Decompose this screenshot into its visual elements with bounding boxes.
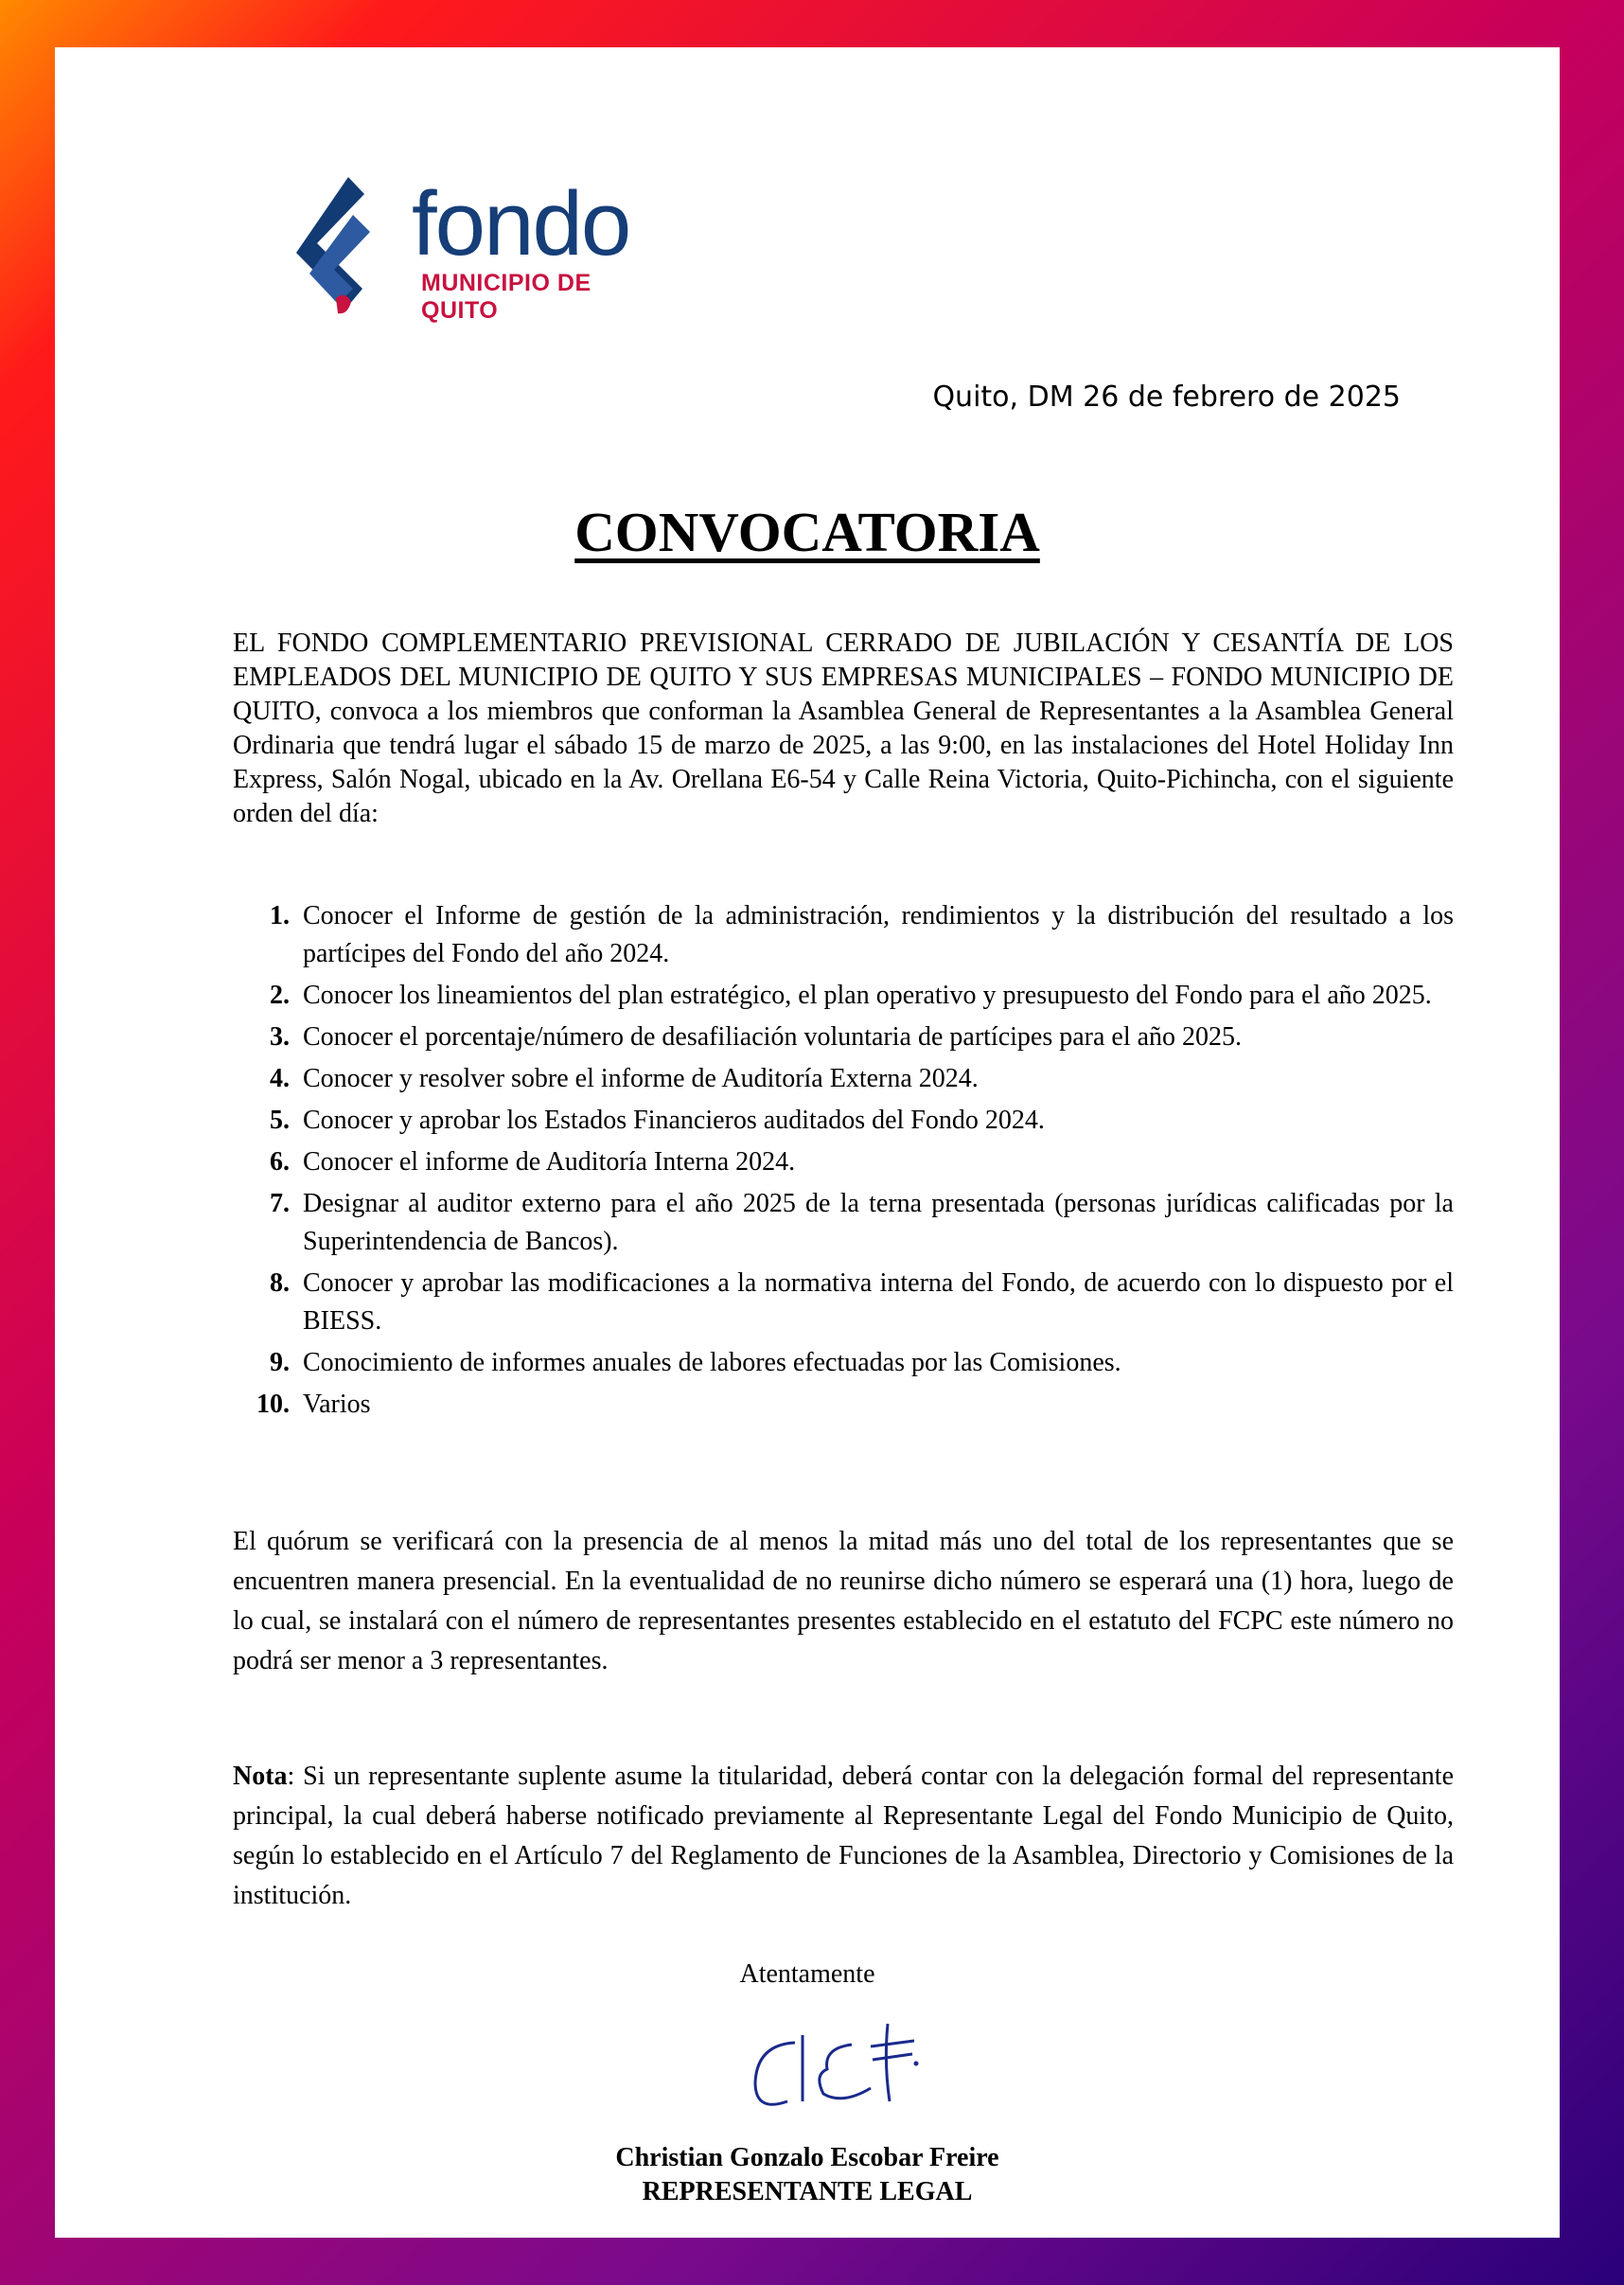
agenda-item-number: 1. — [270, 901, 290, 930]
document-page — [55, 47, 1560, 2238]
agenda-item-number: 2. — [270, 981, 290, 1010]
agenda-list — [233, 897, 1454, 1427]
note-text: : Si un representante suplente asume la titularidad, deberá contar con la delegación formal del representante principal, la cual deberá haberse notificado previamente al Representante Legal del Fondo Municipio de Quito, según lo establecido en el Artículo 7 del Reglamento de Funciones de la Asamblea, Directorio y Comisiones de la institución. — [233, 1762, 1454, 1910]
note-label: Nota — [233, 1762, 288, 1791]
agenda-item — [233, 1386, 1454, 1424]
agenda-item — [233, 1344, 1454, 1382]
logo-subtitle: MUNICIPIO DE QUITO — [421, 270, 591, 324]
signer-name: Christian Gonzalo Escobar Freire — [615, 2143, 999, 2172]
agenda-item — [233, 1185, 1454, 1261]
agenda-item-number: 7. — [270, 1189, 290, 1218]
agenda-item-number: 3. — [270, 1022, 290, 1052]
agenda-item — [233, 977, 1454, 1015]
closing-salutation: Atentamente — [739, 1959, 875, 1989]
agenda-item-number: 8. — [270, 1268, 290, 1298]
signer-block — [55, 2141, 1560, 2209]
agenda-item — [233, 1060, 1454, 1098]
signer-role: REPRESENTANTE LEGAL — [642, 2177, 973, 2206]
agenda-item-number: 6. — [270, 1147, 290, 1177]
agenda-item-text: Varios — [303, 1390, 371, 1419]
quorum-paragraph: El quórum se verificará con la presencia de al menos la mitad más uno del total de los representantes que se encuentren manera presencial. En la eventualidad de no reunirse dicho número se esperará una (1) hora, luego de lo cual, se instalará con el número de representantes presentes establecido en el estatuto del FCPC este número no podrá ser menor a 3 representantes. — [233, 1527, 1454, 1675]
note-paragraph — [233, 1757, 1454, 1916]
document-title: CONVOCATORIA — [574, 501, 1040, 563]
logo-mark-icon — [296, 177, 381, 319]
agenda-item-number: 5. — [270, 1106, 290, 1135]
agenda-item-text: Conocer los lineamientos del plan estratégico, el plan operativo y presupuesto del Fondo para el año 2025. — [303, 981, 1432, 1010]
agenda-item-number: 4. — [270, 1064, 290, 1093]
agenda-item — [233, 1265, 1454, 1340]
agenda-item — [233, 1143, 1454, 1181]
agenda-item-text: Conocer y resolver sobre el informe de Auditoría Externa 2024. — [303, 1064, 979, 1093]
document-date: Quito, DM 26 de febrero de 2025 — [932, 381, 1401, 414]
agenda-item-number: 10. — [256, 1390, 290, 1419]
agenda-item — [233, 897, 1454, 973]
agenda-item-text: Conocer el Informe de gestión de la administración, rendimientos y la distribución del resultado a los partícipes del Fondo del año 2024. — [303, 901, 1454, 968]
agenda-item — [233, 1019, 1454, 1056]
agenda-item — [233, 1102, 1454, 1140]
agenda-item-text: Conocer el informe de Auditoría Interna 2024. — [303, 1147, 796, 1177]
handwritten-signature — [729, 2007, 975, 2130]
intro-paragraph: EL FONDO COMPLEMENTARIO PREVISIONAL CERRADO DE JUBILACIÓN Y CESANTÍA DE LOS EMPLEADOS DEL MUNICIPIO DE QUITO Y SUS EMPRESAS MUNICIPALES – FONDO MUNICIPIO DE QUITO, convoca a los miembros que conforman la Asamblea General de Representantes a la Asamblea General Ordinaria que tendrá lugar el sábado 15 de marzo de 2025, a las 9:00, en las instalaciones del Hotel Holiday Inn Express, Salón Nogal, ubicado en la Av. Orellana E6-54 y Calle Reina Victoria, Quito-Pichincha, con el siguiente orden del día: — [233, 629, 1454, 828]
fondo-logo — [239, 128, 665, 327]
agenda-item-text: Conocer el porcentaje/número de desafiliación voluntaria de partícipes para el año 2025. — [303, 1022, 1243, 1052]
agenda-item-text: Conocer y aprobar los Estados Financieros auditados del Fondo 2024. — [303, 1106, 1045, 1135]
logo-wordmark: fondo — [412, 173, 630, 275]
agenda-item-number: 9. — [270, 1348, 290, 1377]
agenda-item-text: Conocer y aprobar las modificaciones a la normativa interna del Fondo, de acuerdo con lo dispuesto por el BIESS. — [303, 1268, 1454, 1336]
agenda-item-text: Conocimiento de informes anuales de labores efectuadas por las Comisiones. — [303, 1348, 1121, 1377]
agenda-item-text: Designar al auditor externo para el año 2025 de la terna presentada (personas jurídicas calificadas por la Superintendencia de Bancos). — [303, 1189, 1454, 1256]
